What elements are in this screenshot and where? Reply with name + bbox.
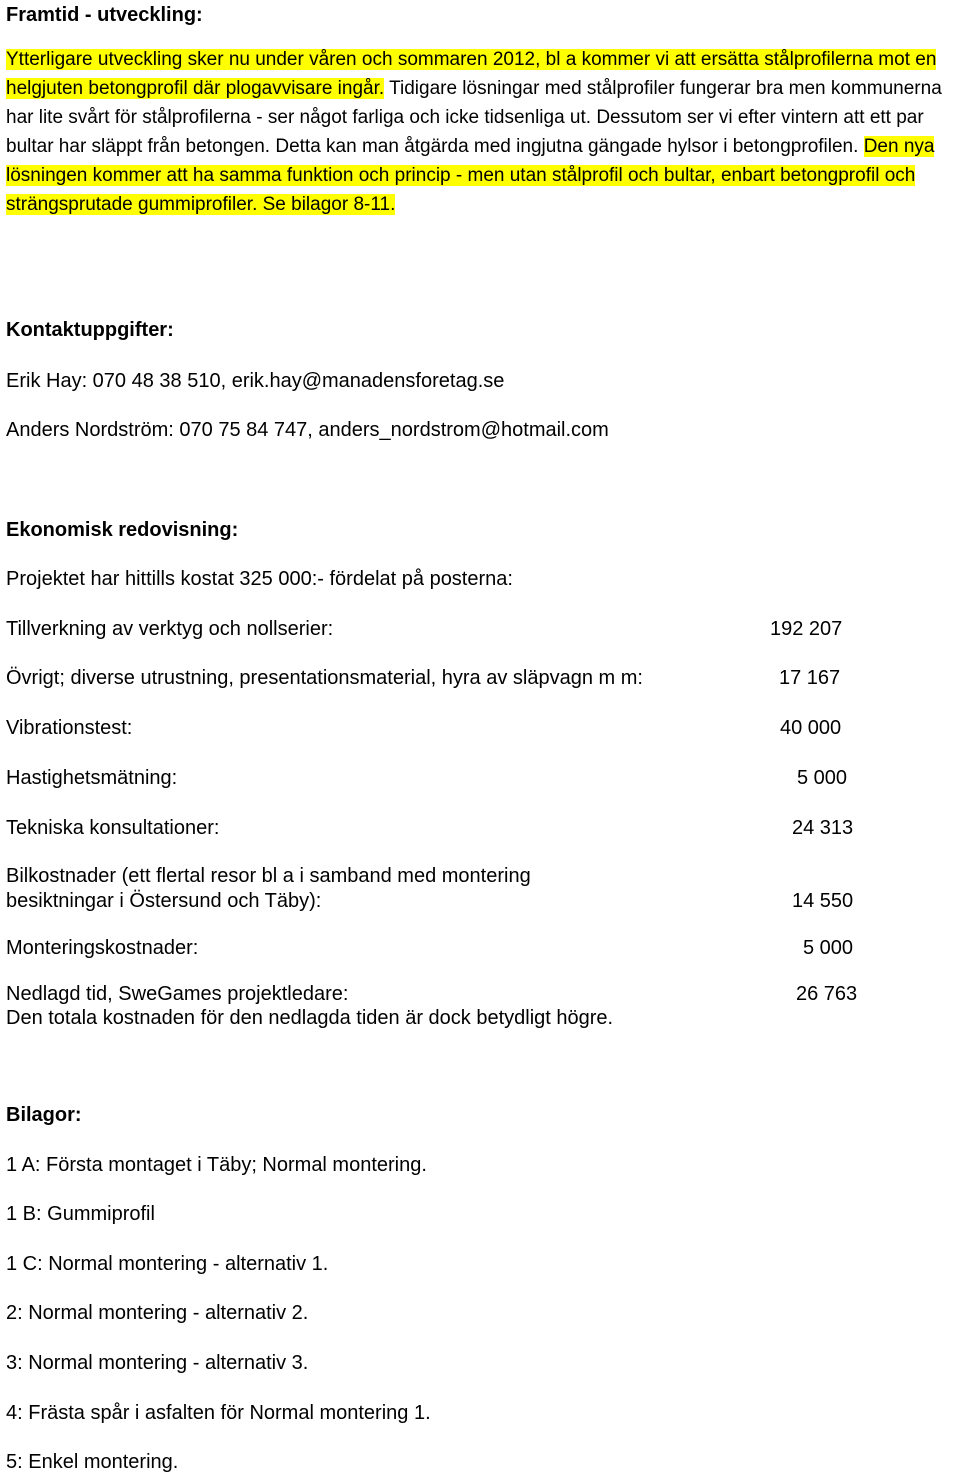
future-paragraph bbox=[6, 45, 956, 219]
attachment-item: 5: Enkel montering. bbox=[6, 1451, 179, 1473]
attachment-item: 1 A: Första montaget i Täby; Normal montering. bbox=[6, 1154, 427, 1176]
cost-amount: 5 000 bbox=[797, 767, 848, 789]
attachment-item: 1 C: Normal montering - alternativ 1. bbox=[6, 1253, 329, 1275]
cost-note: Den totala kostnaden för den nedlagda tiden är dock betydligt högre. bbox=[6, 1007, 614, 1029]
cost-label: Tekniska konsultationer: bbox=[6, 817, 220, 839]
attachment-item: 2: Normal montering - alternativ 2. bbox=[6, 1302, 309, 1324]
contact-line-anders: Anders Nordström: 070 75 84 747, anders_nordstrom@hotmail.com bbox=[6, 419, 609, 441]
future-text-plain: Tidigare lösningar med stålprofiler fungerar bra men kommunerna har lite svårt för stålprofilerna - ser något farliga och icke tidsenliga ut. Dessutom ser vi efter vintern att ett par bultar har släppt från betongen. Detta kan man åtgärda med ingjutna gängade hylsor i betongprofilen. bbox=[6, 78, 942, 157]
future-text-highlighted-2: Den nya lösningen kommer att ha samma funktion och princip - men utan stålprofil och bultar, enbart betongprofil och strängsprutade gummiprofiler. Se bilagor 8-11. bbox=[6, 136, 935, 215]
cost-label-continued: besiktningar i Östersund och Täby): bbox=[6, 890, 322, 912]
cost-amount: 40 000 bbox=[780, 717, 842, 739]
cost-amount: 192 207 bbox=[770, 618, 843, 640]
cost-amount: 17 167 bbox=[779, 667, 841, 689]
section-title-future: Framtid - utveckling: bbox=[6, 4, 203, 26]
cost-amount: 5 000 bbox=[803, 937, 854, 959]
cost-label: Monteringskostnader: bbox=[6, 937, 199, 959]
cost-label: Bilkostnader (ett flertal resor bl a i samband med montering bbox=[6, 865, 531, 887]
section-title-contacts: Kontaktuppgifter: bbox=[6, 319, 174, 341]
cost-amount: 24 313 bbox=[792, 817, 854, 839]
cost-label: Nedlagd tid, SweGames projektledare: bbox=[6, 983, 349, 1005]
cost-label: Övrigt; diverse utrustning, presentationsmaterial, hyra av släpvagn m m: bbox=[6, 667, 643, 689]
attachment-item: 3: Normal montering - alternativ 3. bbox=[6, 1352, 309, 1374]
cost-amount: 26 763 bbox=[796, 983, 858, 1005]
attachment-item: 1 B: Gummiprofil bbox=[6, 1203, 155, 1225]
section-title-economy: Ekonomisk redovisning: bbox=[6, 519, 239, 541]
attachment-item: 4: Frästa spår i asfalten för Normal montering 1. bbox=[6, 1402, 431, 1424]
future-text-highlighted-1: Ytterligare utveckling sker nu under våren och sommaren 2012, bl a kommer vi att ersätta stålprofilerna mot en helgjuten betongprofil där plogavvisare ingår. bbox=[6, 49, 937, 99]
future-text-space bbox=[858, 136, 863, 157]
contact-line-erik: Erik Hay: 070 48 38 510, erik.hay@manadensforetag.se bbox=[6, 370, 505, 392]
section-title-attachments: Bilagor: bbox=[6, 1104, 82, 1126]
cost-label: Vibrationstest: bbox=[6, 717, 133, 739]
cost-label: Tillverkning av verktyg och nollserier: bbox=[6, 618, 334, 640]
cost-label: Hastighetsmätning: bbox=[6, 767, 178, 789]
cost-amount: 14 550 bbox=[792, 890, 854, 912]
economy-intro: Projektet har hittills kostat 325 000:- fördelat på posterna: bbox=[6, 568, 513, 590]
